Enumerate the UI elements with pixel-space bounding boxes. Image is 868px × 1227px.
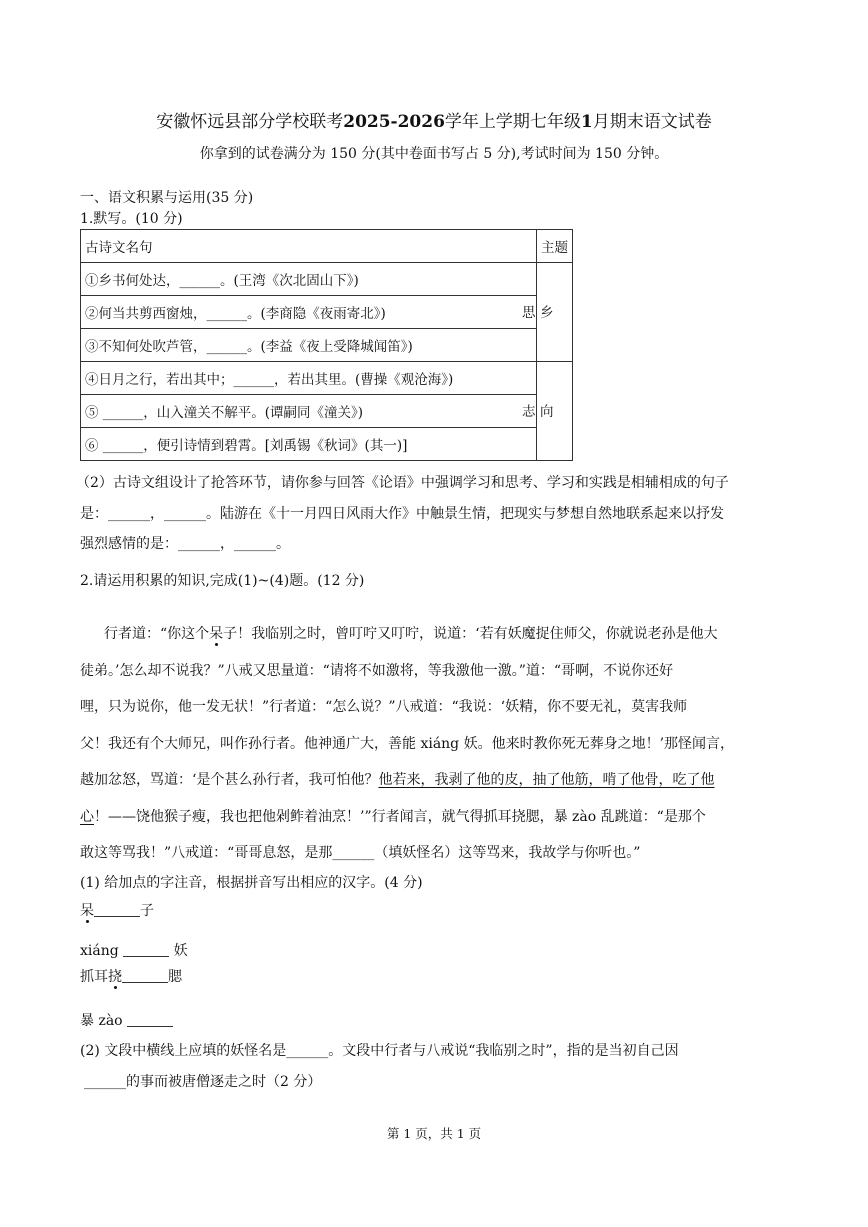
page-title: 安徽怀远县部分学校联考2025-2026学年上学期七年级1月期末语文试卷 — [156, 112, 712, 132]
answer-blank — [94, 902, 140, 917]
poem-line: ⑥ ______，便引诗情到碧霄。[刘禹锡《秋词》(其一)] — [81, 428, 537, 461]
sub-question-2: (2) 文段中横线上应填的妖怪名是______。文段中行者与八戒说“我临别之时”，指的是当初自己因 ______的事而被唐僧逐走之时（2 分） — [80, 1043, 679, 1090]
sub-question-1: (1) 给加点的字注音，根据拼音写出相应的汉字。(4 分) — [80, 875, 423, 891]
reading-passage: 行者道：“你这个呆子！我临别之时，曾叮咛又叮咛，说道：‘若有妖魔捉住师父，你就说老孙是他大 徒弟。’怎么却不说我？”八戒又思量道：“请将不如激将，等我激他一激。”道：“哥啊，不说你还好 哩，只为说你，他一发无状！”行者道：“怎么说？”八戒道：“我说：‘妖精，你不要无礼，莫害我师 父！我还有个大师兄，叫作孙行者。他神通广大，善能 xiáng 妖。他来时教你死无葬身之地！’那怪闻言， 越加忿怒，骂道：‘是个甚么孙行者，我可怕他？他若来，我剥了他的皮，抽了他筋，啃了他骨，吃了他 心！——饶他猴子瘦，我也把他剁鲊着油烹！’”行者闻言，就气得抓耳挠腮，暴 zào 乱跳道：“是那个 敢这等骂我！”八戒道：“哥哥息怒，是那______（填妖怪名）这等骂来，我故学与你听也。” — [80, 626, 735, 861]
header-poem-lines: 古诗文名句 — [81, 230, 537, 263]
answer-item: xiáng 妖 — [80, 943, 188, 959]
answer-item: 暴 zào — [80, 1010, 173, 1030]
table-row — [81, 263, 573, 296]
question-1-heading: 1.默写。(10 分) — [80, 211, 183, 227]
theme-char: 志 — [522, 404, 536, 420]
underlined-sentence: 他若来，我剥了他的皮，抽了他筋，啃了他骨，吃了他 — [378, 772, 715, 788]
poem-line: ③不知何处吹芦管，______。(李益《夜上受降城闻笛》) — [81, 329, 537, 362]
theme-char: 乡 — [540, 305, 554, 321]
poem-line: ④日月之行，若出其中；______，若出其里。(曹操《观沧海》) — [81, 362, 537, 395]
theme-char: 向 — [540, 404, 554, 420]
table-header-row — [81, 230, 573, 263]
poem-table — [80, 229, 573, 461]
poem-line: ⑤ ______，山入潼关不解平。(谭嗣同《潼关》) — [81, 395, 537, 428]
answer-blank — [122, 968, 168, 983]
underlined-sentence: 心 — [80, 808, 94, 825]
poem-line: ①乡书何处达，______。(王湾《次北固山下》) — [81, 263, 537, 296]
header-theme: 主题 — [537, 230, 573, 263]
answer-item: 呆 子 — [80, 903, 154, 919]
table-row — [81, 296, 573, 329]
table-row — [81, 395, 573, 428]
answer-blank — [123, 942, 169, 957]
poem-line: ②何当共剪西窗烛，______。(李商隐《夜雨寄北》) — [81, 296, 537, 329]
question-1-2: （2）古诗文组设计了抢答环节，请你参与回答《论语》中强调学习和思考、学习和实践是相辅相成的句子 是：______，______。陆游在《十一月四日风雨大作》中触景生情，把现实与梦想自然地联系起来以抒发 强烈感情的是：______，______。 — [76, 475, 729, 552]
answer-blank — [127, 1012, 173, 1027]
exam-instructions: 你拿到的试卷满分为 150 分(其中卷面书写占 5 分),考试时间为 150 分钟。 — [199, 146, 669, 162]
question-2-heading: 2.请运用积累的知识,完成(1)~(4)题。(12 分) — [80, 573, 365, 589]
table-row — [81, 428, 573, 461]
theme-char: 思 — [522, 305, 536, 321]
table-row — [81, 329, 573, 362]
dotted-char: 呆 — [209, 626, 224, 642]
answer-item: 抓耳挠 腮 — [80, 969, 182, 985]
section-heading: 一、语文积累与运用(35 分) — [80, 190, 254, 206]
page-footer: 第 1 页，共 1 页 — [386, 1126, 482, 1141]
table-row — [81, 362, 573, 395]
